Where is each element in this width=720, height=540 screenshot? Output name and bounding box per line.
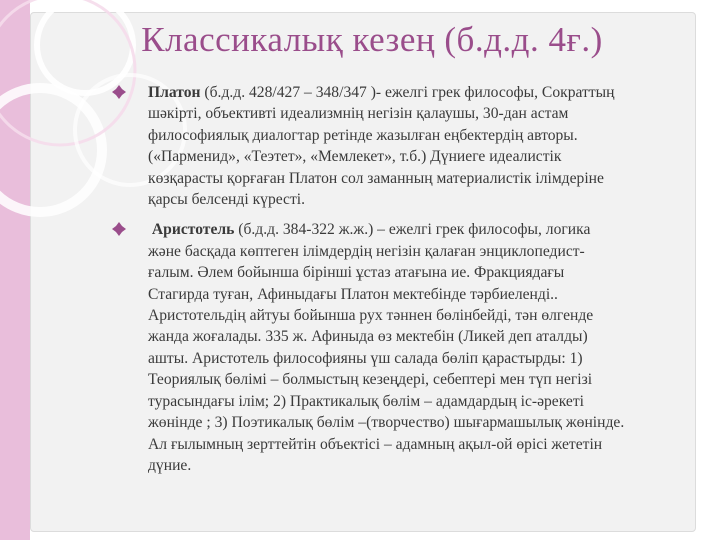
bullet-text: (б.д.д. 384-322 ж.ж.) – ежелгі грек философы, логика bbox=[238, 221, 591, 239]
bullet-line: жанда жоғалады. 335 ж. Афиныда өз мектебін (Ликей деп аталды) bbox=[148, 328, 588, 346]
bullet-line bbox=[148, 219, 702, 240]
bullet-line: Ал ғылымның зерттейтін объектісі – адамның ақыл-ой өрісі жететін bbox=[148, 435, 603, 453]
bullet-line: және басқада көптеген ілімдердің негізін қалаған энциклопедист- bbox=[148, 242, 585, 260]
slide-title: Классикалық кезең (б.д.д. 4ғ.) bbox=[141, 20, 603, 59]
bullet-plato bbox=[112, 82, 702, 210]
bullet-line: Аристотельдің айтуы бойынша рух тәннен бөлінбейді, тән өлгенде bbox=[148, 307, 594, 325]
bullet-line: турасындағы ілім; 2) Практикалық бөлім – адамдардың іс-әрекеті bbox=[148, 392, 584, 410]
diamond-bullet-icon bbox=[112, 85, 126, 99]
bullet-line: философиялық диалогтар ретінде жазылған еңбектердің авторы. bbox=[148, 126, 578, 144]
slide-content bbox=[112, 82, 702, 476]
bullet-line: дүние. bbox=[148, 456, 192, 474]
bullet-line: Стагирда туған, Афиныдағы Платон мектебінде тәрбиеленді.. bbox=[148, 285, 558, 303]
bullet-term: Аристотель bbox=[151, 221, 235, 239]
bullet-line: ғалым. Әлем бойынша бірінші ұстаз атағына ие. Фракциядағы bbox=[148, 264, 565, 282]
bullet-line: көзқарасты қорғаған Платон сол заманның материалистік ілімдеріне bbox=[148, 169, 604, 187]
bullet-line: ашты. Аристотель философияны үш салада бөліп қарастырды: 1) bbox=[148, 349, 583, 367]
bullet-line: қарсы белсенді күресті. bbox=[148, 191, 306, 209]
bullet-line: жөнінде ; 3) Поэтикалық бөлім –(творчество) шығармашылық жөнінде. bbox=[148, 414, 625, 432]
bullet-text: (б.д.д. 428/427 – 348/347 )- ежелгі грек философы, Сократтың bbox=[204, 84, 615, 101]
bullet-term: Платон bbox=[148, 84, 201, 101]
bullet-line bbox=[148, 82, 702, 103]
bullet-line: («Парменид», «Теэтет», «Мемлекет», т.б.) Дүниеге идеалистік bbox=[148, 148, 562, 166]
bullet-aristotle bbox=[112, 219, 702, 476]
diamond-bullet-icon bbox=[112, 222, 126, 236]
bullet-line: Теориялық бөлімі – болмыстың кезеңдері, себептері мен түп негізі bbox=[148, 371, 593, 389]
bullet-line: шәкірті, объективті идеализмнің негізін қалаушы, 30-дан астам bbox=[148, 105, 569, 123]
